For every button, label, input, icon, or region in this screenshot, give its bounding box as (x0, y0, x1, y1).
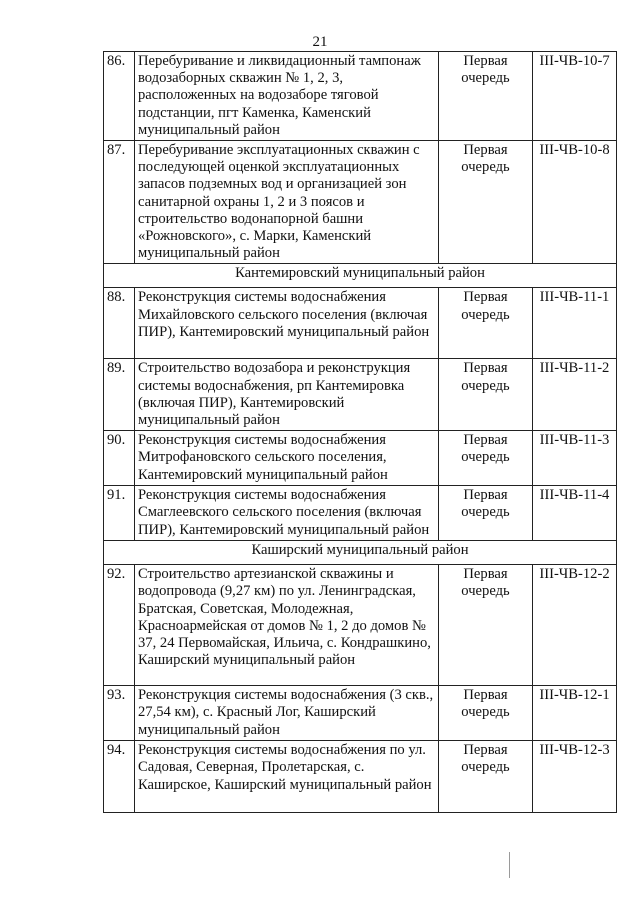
table-row (104, 288, 617, 359)
row-code: III-ЧВ-10-7 (533, 52, 617, 141)
table-row (104, 359, 617, 431)
row-code: III-ЧВ-10-8 (533, 141, 617, 264)
row-description: Реконструкция системы водоснабжения Михайловского сельского поселения (включая ПИР), Кантемировский муниципальный район (135, 288, 439, 359)
row-description: Реконструкция системы водоснабжения Митрофановского сельского поселения, Кантемировский муниципальный район (135, 431, 439, 486)
table-row (104, 741, 617, 813)
row-queue: Первая очередь (439, 52, 533, 141)
row-code: III-ЧВ-11-4 (533, 486, 617, 541)
row-code: III-ЧВ-11-3 (533, 431, 617, 486)
row-code: III-ЧВ-11-2 (533, 359, 617, 431)
section-row (104, 264, 617, 288)
row-queue: Первая очередь (439, 359, 533, 431)
table-row (104, 431, 617, 486)
row-queue: Первая очередь (439, 288, 533, 359)
table-row (104, 486, 617, 541)
row-number: 90. (104, 431, 135, 486)
table-row (104, 52, 617, 141)
row-number: 86. (104, 52, 135, 141)
row-code: III-ЧВ-12-1 (533, 686, 617, 741)
row-number: 88. (104, 288, 135, 359)
row-number: 89. (104, 359, 135, 431)
row-number: 92. (104, 565, 135, 686)
measures-table (103, 51, 617, 813)
section-title: Кантемировский муниципальный район (104, 264, 617, 288)
section-row (104, 541, 617, 565)
row-description: Перебуривание и ликвидационный тампонаж водозаборных скважин № 1, 2, 3, расположенных на водозаборе тяговой подстанции, пгт Каменка, Каменский муниципальный район (135, 52, 439, 141)
row-queue: Первая очередь (439, 431, 533, 486)
table-row (104, 565, 617, 686)
row-queue: Первая очередь (439, 486, 533, 541)
row-queue: Первая очередь (439, 741, 533, 813)
row-code: III-ЧВ-12-3 (533, 741, 617, 813)
table-row (104, 141, 617, 264)
row-queue: Первая очередь (439, 565, 533, 686)
row-number: 94. (104, 741, 135, 813)
row-description: Реконструкция системы водоснабжения (3 скв., 27,54 км), с. Красный Лог, Каширский муниципальный район (135, 686, 439, 741)
row-description: Перебуривание эксплуатационных скважин с последующей оценкой эксплуатационных запасов подземных вод и организацией зон санитарной охраны 1, 2 и 3 поясов и строительство водонапорной башни «Рожновского», с. Марки, Каменский муниципальный район (135, 141, 439, 264)
row-number: 93. (104, 686, 135, 741)
row-description: Строительство артезианской скважины и водопровода (9,27 км) по ул. Ленинградская, Братская, Советская, Молодежная, Красноармейская от домов № 1, 2 до домов № 37, 24 Первомайская, Ильича, с. Кондрашкино, Каширский муниципальный район (135, 565, 439, 686)
row-code: III-ЧВ-12-2 (533, 565, 617, 686)
row-description: Строительство водозабора и реконструкция системы водоснабжения, рп Кантемировка (включая ПИР), Кантемировский муниципальный район (135, 359, 439, 431)
row-queue: Первая очередь (439, 686, 533, 741)
row-code: III-ЧВ-11-1 (533, 288, 617, 359)
scan-margin-line (509, 852, 510, 878)
section-title: Каширский муниципальный район (104, 541, 617, 565)
row-description: Реконструкция системы водоснабжения Смаглеевского сельского поселения (включая ПИР), Кантемировский муниципальный район (135, 486, 439, 541)
page-number: 21 (312, 34, 328, 50)
row-number: 91. (104, 486, 135, 541)
row-queue: Первая очередь (439, 141, 533, 264)
table-row (104, 686, 617, 741)
row-number: 87. (104, 141, 135, 264)
row-description: Реконструкция системы водоснабжения по ул. Садовая, Северная, Пролетарская, с. Каширское, Каширский муниципальный район (135, 741, 439, 813)
